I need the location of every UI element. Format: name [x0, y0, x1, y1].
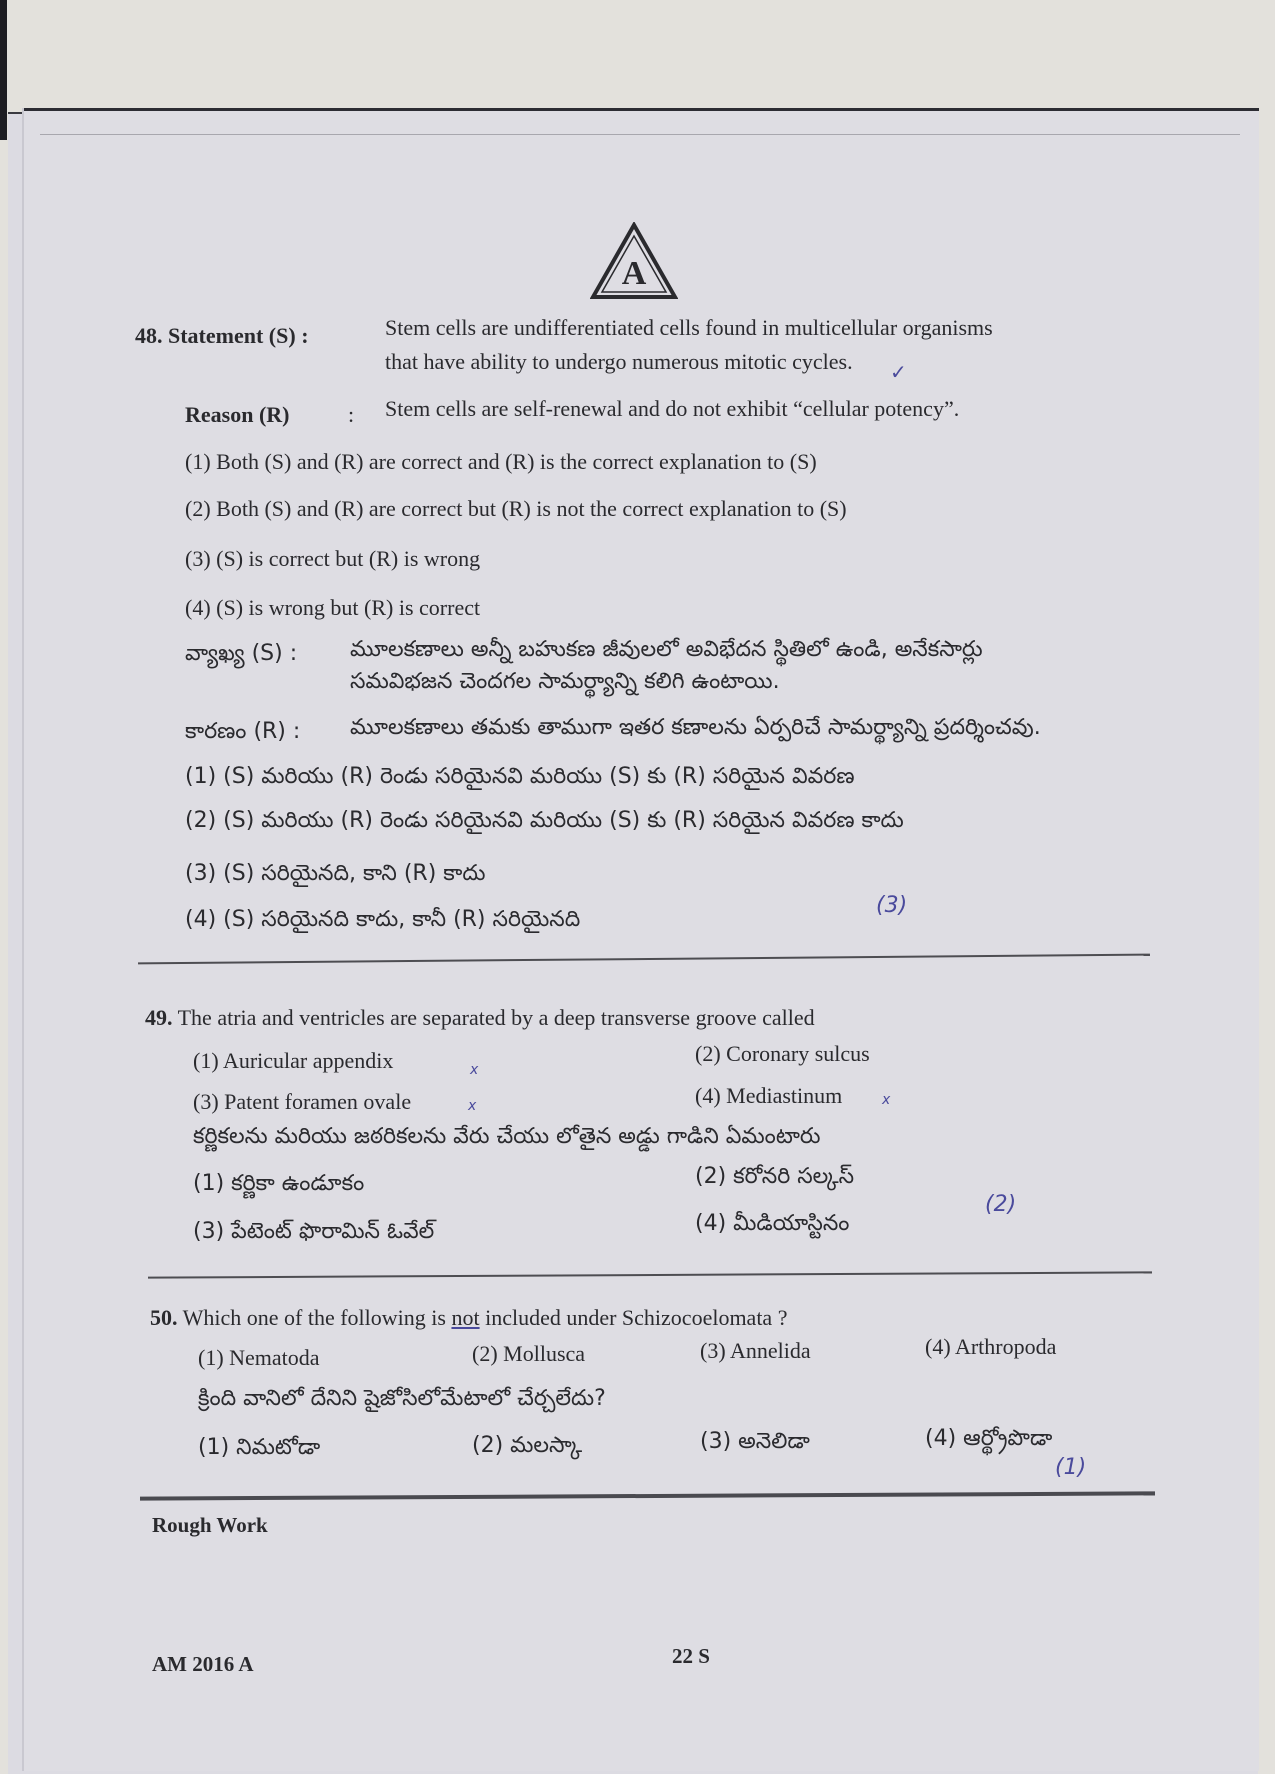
- q48-te-statement-line2: సమవిభజన చెందగల సామర్థ్యాన్ని కలిగి ఉంటాయి.: [350, 669, 780, 694]
- question-text-emphasis: not: [451, 1305, 480, 1330]
- q50-te-option-1: (1) నిమటోడా: [198, 1435, 321, 1460]
- q50-te-option-4: (4) ఆర్థ్రోపొడా: [925, 1426, 1053, 1451]
- section-divider-thick: [140, 1491, 1155, 1500]
- q48-option-2: (2) Both (S) and (R) are correct but (R) is not the correct explanation to (S): [185, 496, 847, 521]
- q49-option-1: (1) Auricular appendix: [193, 1048, 394, 1073]
- q48-te-statement-line1: మూలకణాలు అన్నీ బహుకణ జీవులలో అవిభేదన స్థితిలో ఉండి, అనేకసార్లు: [350, 637, 983, 662]
- q48-te-statement-label: వ్యాఖ్య (S) :: [185, 641, 298, 666]
- q48-te-option-4: (4) (S) సరియైనది కాదు, కానీ (R) సరియైనది: [185, 907, 581, 932]
- q50-te-question: క్రింది వానిలో దేనిని షైజోసిలోమేటాలో చేర్చలేదు?: [198, 1386, 606, 1411]
- question-text-post: included under Schizocoelomata ?: [479, 1305, 788, 1330]
- svg-text:A: A: [621, 255, 647, 292]
- q48-option-1: (1) Both (S) and (R) are correct and (R) is the correct explanation to (S): [185, 449, 817, 474]
- cross-mark-icon: x: [468, 1098, 477, 1114]
- question-text: The atria and ventricles are separated by a deep transverse groove called: [177, 1005, 815, 1030]
- q50-te-option-2: (2) మలస్కా: [472, 1433, 583, 1458]
- q49-te-option-1: (1) కర్ణికా ఉండూకం: [193, 1171, 365, 1196]
- q49-te-option-4: (4) మీడియాస్టినం: [695, 1211, 850, 1236]
- q49-option-2: (2) Coronary sulcus: [695, 1041, 870, 1066]
- q49-handwritten-answer: (2): [985, 1192, 1017, 1217]
- set-a-triangle-icon: [590, 222, 678, 300]
- q48-statement-line1: Stem cells are undifferentiated cells found in multicellular organisms: [385, 315, 993, 340]
- question-number: 49.: [145, 1005, 173, 1030]
- q50-question: [150, 1304, 787, 1332]
- q48-te-reason-label: కారణం (R) :: [185, 719, 301, 744]
- q49-te-option-3: (3) పేటెంట్ ఫొరామిన్ ఓవేల్: [193, 1219, 435, 1244]
- question-text-pre: Which one of the following is: [182, 1305, 452, 1330]
- q50-option-4: (4) Arthropoda: [925, 1334, 1057, 1359]
- cross-mark-icon: x: [882, 1092, 891, 1108]
- q48-handwritten-answer: (3): [876, 893, 908, 918]
- q48-option-4: (4) (S) is wrong but (R) is correct: [185, 595, 481, 620]
- q48-te-option-2: (2) (S) మరియు (R) రెండు సరియైనవి మరియు (S) కు (R) సరియైన వివరణ కాదు: [185, 808, 904, 833]
- q49-option-4: (4) Mediastinum: [695, 1083, 843, 1108]
- section-divider: [138, 954, 1150, 964]
- q50-option-1: (1) Nematoda: [198, 1345, 320, 1370]
- q48-statement-line2: that have ability to undergo numerous mitotic cycles.: [385, 349, 853, 374]
- rough-work-label: Rough Work: [152, 1513, 268, 1537]
- page-number: 22 S: [672, 1644, 710, 1668]
- q48-te-option-3: (3) (S) సరియైనది, కాని (R) కాదు: [185, 861, 486, 886]
- q48-te-reason-text: మూలకణాలు తమకు తాముగా ఇతర కణాలను ఏర్పరిచే సామర్థ్యాన్ని ప్రదర్శించవు.: [350, 715, 1041, 740]
- statement-label: Statement (S) :: [168, 323, 309, 348]
- q49-te-question: కర్ణికలను మరియు జఠరికలను వేరు చేయు లోతైన అడ్డు గాడిని ఏమంటారు: [193, 1124, 821, 1149]
- q48-te-option-1: (1) (S) మరియు (R) రెండు సరియైనవి మరియు (S) కు (R) సరియైన వివరణ: [185, 764, 855, 789]
- cross-mark-icon: x: [470, 1062, 479, 1078]
- q50-te-option-3: (3) అనెలిడా: [700, 1429, 810, 1454]
- q48-reason-text: Stem cells are self-renewal and do not exhibit “cellular potency”.: [385, 396, 960, 421]
- question-number: 50.: [150, 1305, 178, 1330]
- q48-reason-label: Reason (R): [185, 402, 290, 427]
- q48-option-3: (3) (S) is correct but (R) is wrong: [185, 546, 481, 571]
- paper-code: AM 2016 A: [152, 1652, 254, 1676]
- q50-option-3: (3) Annelida: [700, 1338, 811, 1363]
- q49-option-3: (3) Patent foramen ovale: [193, 1089, 412, 1114]
- section-divider: [148, 1271, 1152, 1278]
- checkmark-icon: ✓: [890, 360, 907, 384]
- q49-te-option-2: (2) కరోనరి సల్కస్: [695, 1164, 855, 1189]
- q48-reason-colon: :: [348, 402, 355, 427]
- q49-question: [145, 1004, 815, 1032]
- q50-handwritten-answer: (1): [1055, 1455, 1087, 1480]
- question-number: 48.: [135, 323, 163, 348]
- q50-option-2: (2) Mollusca: [472, 1341, 586, 1366]
- q48-statement-label: [135, 322, 309, 350]
